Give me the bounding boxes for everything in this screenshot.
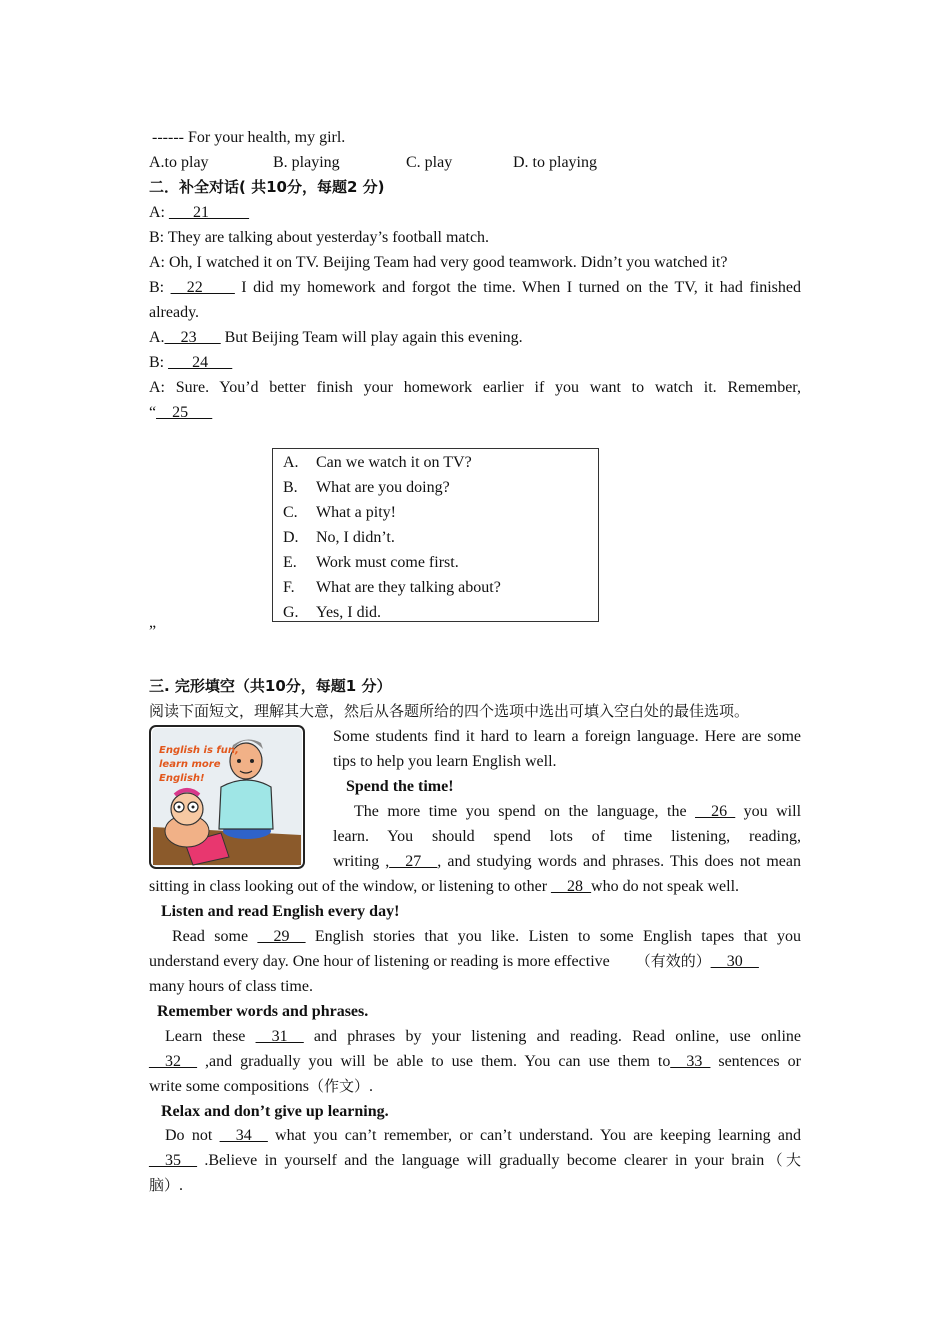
blank-32: __32__ (149, 1053, 197, 1070)
teacher-eye (250, 759, 254, 763)
teacher-shirt-icon (219, 780, 273, 829)
dialogue-line-6 (149, 325, 801, 350)
heading-spend-time: Spend the time! (346, 778, 454, 795)
choice-f (283, 575, 501, 600)
q20-answer-line: ------ For your health, my girl. (152, 129, 346, 146)
blank-28: __28_ (551, 878, 592, 895)
passage-text: English stories that you like. Listen to some English tapes that you (305, 928, 801, 945)
blank-35: __35__ (149, 1152, 197, 1169)
passage-text: sitting in class looking out of the window, or listening to other (149, 878, 552, 895)
choice-d (283, 525, 395, 550)
blank-26: __26_ (695, 803, 736, 820)
passage-p4-line-1 (165, 1024, 801, 1049)
heading-listen-read: Listen and read English every day! (161, 903, 400, 920)
passage-text: and phrases by your listening and reading. Read online, use online (303, 1028, 801, 1045)
blank-29: __29__ (257, 928, 306, 945)
passage-p5-line-2 (149, 1148, 801, 1173)
blank-27: __27__ (389, 853, 438, 870)
blank-31: __31__ (255, 1028, 304, 1045)
blank-30: __30__ (710, 953, 759, 970)
passage-p1-line-1: Some students find it hard to learn a foreign language. Here are some (333, 728, 801, 745)
passage-p3-line-2 (149, 949, 801, 974)
choice-letter: D. (283, 529, 299, 546)
choice-letter: B. (283, 479, 298, 496)
passage-text: write some compositions (149, 1078, 309, 1095)
choice-e (283, 550, 459, 575)
blank-34: __34__ (219, 1127, 268, 1144)
dialogue-line-9 (149, 400, 801, 425)
choice-text: What are they talking about? (316, 579, 501, 596)
choice-letter: C. (283, 504, 298, 521)
speaker-label: A: (149, 204, 169, 221)
chinese-gloss: （大 (764, 1151, 801, 1169)
student-eye (192, 806, 195, 809)
passage-p5-line-3 (149, 1173, 801, 1198)
blank-33: __33_ (670, 1053, 711, 1070)
poster-text-line-2: learn more (159, 759, 221, 770)
choice-a (283, 450, 472, 475)
passage-p5-line-1 (165, 1123, 801, 1148)
q20-option-c: C. play (406, 154, 453, 171)
section3-title: 三. 完形填空（共10分，每题1 分） (149, 677, 392, 695)
chinese-gloss: （有效的） (635, 952, 711, 970)
q20-option-d: D. to playing (513, 154, 597, 171)
passage-text: understand every day. One hour of listening or reading is more effective (149, 953, 610, 970)
dialogue-line-5: already. (149, 304, 200, 321)
q20-option-b: B. playing (273, 154, 340, 171)
q20-option-a: A.to play (149, 154, 209, 171)
passage-p4-line-2 (149, 1049, 801, 1074)
poster-text-line-1: English is fun, (159, 745, 239, 756)
student-eye (178, 806, 181, 809)
choice-letter: G. (283, 604, 299, 621)
dialogue-text: I did my homework and forgot the time. When I turned on the TV, it had finished (234, 279, 801, 296)
open-quote: “ (149, 404, 157, 421)
chinese-gloss: （作文） (308, 1077, 369, 1095)
choice-b (283, 475, 450, 500)
dialogue-line-7 (149, 350, 801, 375)
dialogue-text: But Beijing Team will play again this evening. (220, 329, 523, 346)
blank-22: __22____ (170, 279, 235, 296)
passage-text: ,and gradually you will be able to use them. You can use them to (197, 1053, 671, 1070)
dialogue-line-2: B: They are talking about yesterday’s football match. (149, 229, 490, 246)
speaker-label: B: (149, 354, 169, 371)
heading-remember-words: Remember words and phrases. (157, 1003, 369, 1020)
dialogue-line-3: A: Oh, I watched it on TV. Beijing Team had very good teamwork. Didn’t you watched it? (149, 254, 728, 271)
passage-p3-line-3: many hours of class time. (149, 978, 313, 995)
chinese-gloss: 脑） (149, 1176, 180, 1194)
passage-text: , and studying words and phrases. This does not mean (437, 853, 801, 870)
english-poster-illustration (149, 725, 305, 869)
choice-text: Can we watch it on TV? (316, 454, 472, 471)
passage-text: . (369, 1078, 373, 1095)
choice-c (283, 500, 396, 525)
passage-text: you will (735, 803, 802, 820)
blank-24: ___24___ (168, 354, 233, 371)
passage-p3-line-1 (172, 924, 801, 949)
blank-21: ___21_____ (169, 204, 249, 221)
speaker-label: B: (149, 279, 171, 296)
passage-text: The more time you spend on the language, the (354, 803, 696, 820)
speaker-label: A. (149, 329, 165, 346)
passage-p2-line-1 (354, 799, 801, 824)
choice-text: What are you doing? (316, 479, 450, 496)
teacher-eye (237, 759, 241, 763)
choice-text: Yes, I did. (316, 604, 382, 621)
dialogue-line-8: A: Sure. You’d better finish your homework earlier if you want to watch it. Remember, (149, 379, 801, 396)
choice-letter: E. (283, 554, 297, 571)
passage-text: who do not speak well. (591, 878, 740, 895)
section2-title: 二．补全对话( 共10分，每题2 分) (149, 178, 385, 196)
passage-text: what you can’t remember, or can’t understand. You are keeping learning and (267, 1127, 802, 1144)
passage-text: Learn these (165, 1028, 256, 1045)
blank-23: __23___ (164, 329, 221, 346)
dialogue-line-4 (149, 275, 801, 300)
passage-text: Read some (172, 928, 258, 945)
choice-text: No, I didn’t. (316, 529, 395, 546)
passage-text: writing , (333, 853, 390, 870)
passage-p2-line-4 (149, 874, 801, 899)
passage-p1-line-2: tips to help you learn English well. (333, 753, 557, 770)
choice-text: What a pity! (316, 504, 396, 521)
heading-relax: Relax and don’t give up learning. (161, 1103, 389, 1120)
passage-p2-line-2: learn. You should spend lots of time listening, reading, (333, 828, 801, 845)
blank-25: __25___ (156, 404, 213, 421)
passage-p4-line-3 (149, 1074, 801, 1099)
choice-g (283, 600, 381, 625)
dialogue-line-1 (149, 200, 801, 225)
passage-p2-line-3 (333, 849, 801, 874)
choice-letter: F. (283, 579, 295, 596)
close-quote: ” (149, 623, 157, 640)
passage-text: sentences or (710, 1053, 801, 1070)
passage-text: Do not (165, 1127, 220, 1144)
passage-text: . (179, 1177, 184, 1194)
poster-text-line-3: English! (159, 773, 205, 784)
section3-instruction: 阅读下面短文，理解其大意，然后从各题所给的四个选项中选出可填入空白处的最佳选项。 (149, 702, 750, 720)
choice-text: Work must come first. (316, 554, 459, 571)
choice-letter: A. (283, 454, 299, 471)
passage-text: .Believe in yourself and the language will gradually become clearer in your brain (197, 1152, 765, 1169)
dialogue-choices-box (272, 448, 599, 622)
